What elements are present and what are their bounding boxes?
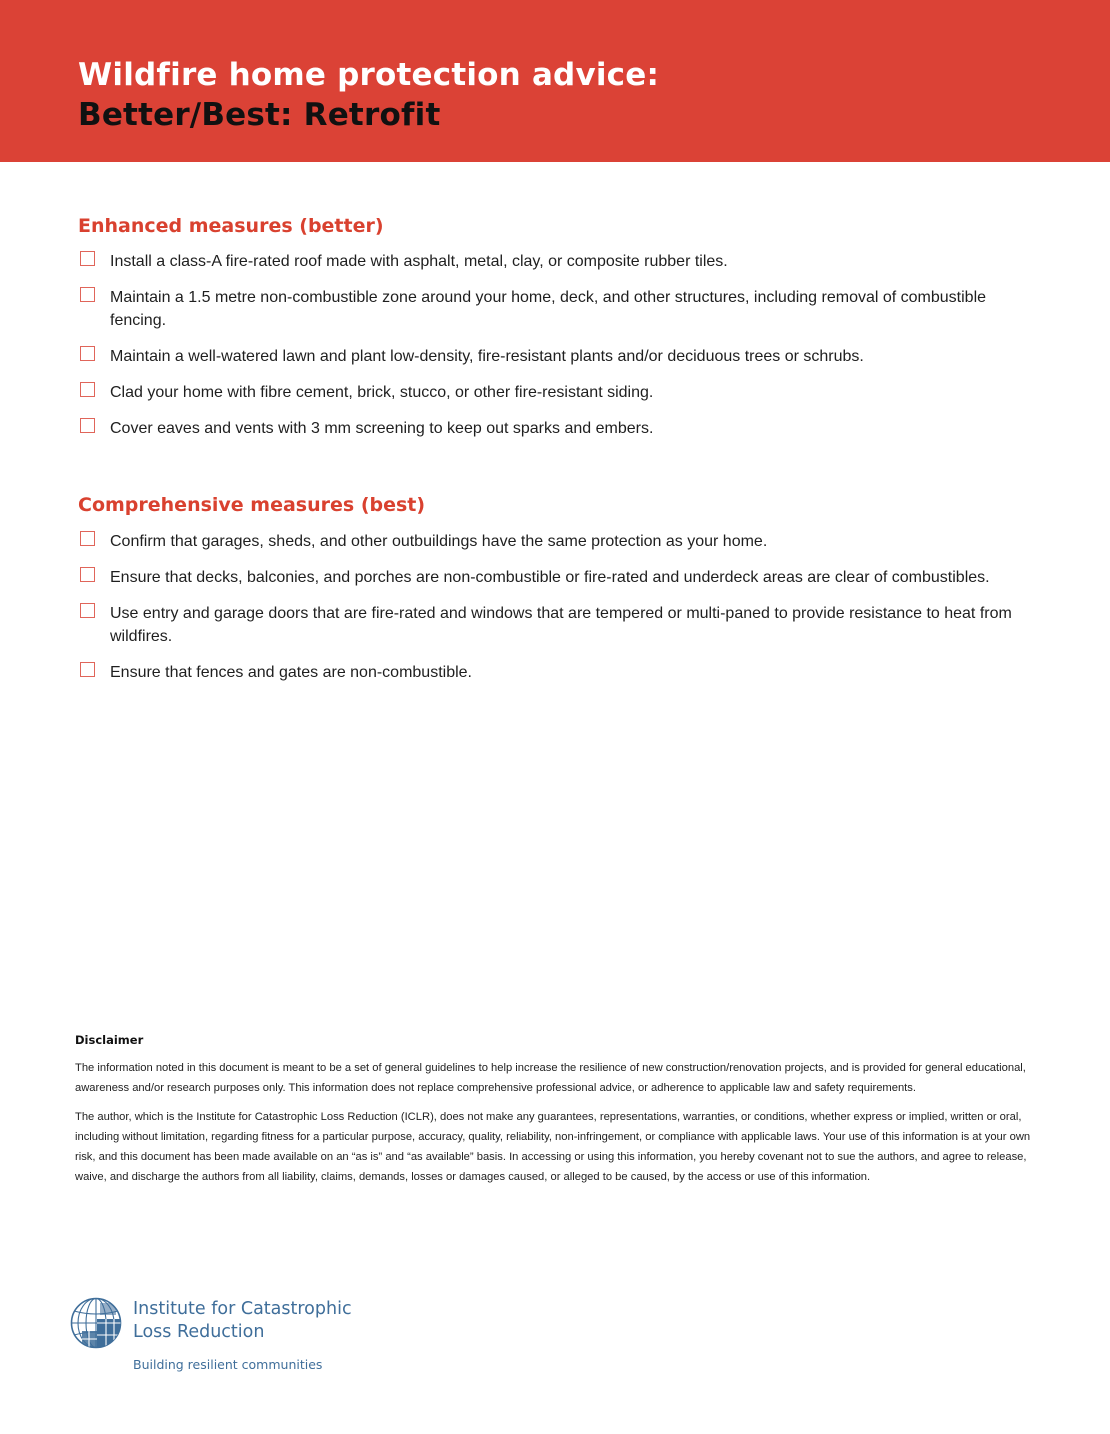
checklist-item-text: Install a class-A fire-rated roof made with asphalt, metal, clay, or composite rubber tiles. bbox=[110, 253, 728, 270]
checkbox[interactable] bbox=[80, 287, 95, 302]
iclr-logo bbox=[70, 1295, 390, 1375]
disclaimer-section bbox=[75, 1032, 1035, 1196]
enhanced-heading: Enhanced measures (better) bbox=[78, 215, 384, 237]
globe-icon bbox=[70, 1297, 122, 1349]
checklist-item bbox=[78, 381, 1038, 404]
disclaimer-heading: Disclaimer bbox=[75, 1033, 144, 1047]
checklist-item-text: Clad your home with fibre cement, brick, stucco, or other fire-resistant siding. bbox=[110, 384, 654, 401]
page-title: Wildfire home protection advice: bbox=[78, 57, 660, 93]
checkbox[interactable] bbox=[80, 531, 95, 546]
checkbox[interactable] bbox=[80, 251, 95, 266]
checkbox[interactable] bbox=[80, 662, 95, 677]
logo-name-line1: Institute for Catastrophic bbox=[133, 1299, 352, 1319]
checklist-item-text: Use entry and garage doors that are fire-rated and windows that are tempered or multi-paned to provide resistance to heat from wildfires. bbox=[110, 605, 1012, 645]
checklist-item bbox=[78, 602, 1038, 648]
checklist-item bbox=[78, 286, 1038, 332]
enhanced-section bbox=[78, 213, 1038, 453]
checklist-item bbox=[78, 566, 1038, 589]
checklist-item-text: Confirm that garages, sheds, and other outbuildings have the same protection as your home. bbox=[110, 533, 768, 550]
checklist-item-text: Ensure that fences and gates are non-combustible. bbox=[110, 664, 472, 681]
checklist-item bbox=[78, 530, 1038, 553]
disclaimer-paragraph: The information noted in this document is meant to be a set of general guidelines to help increase the resilience of new construction/renovation projects, and is provided for general educational, awareness and/or research purposes only. This information does not replace comprehensive professional advice, or adherence to applicable law and safety requirements. bbox=[75, 1062, 1026, 1094]
comprehensive-section bbox=[78, 492, 1038, 697]
page-subtitle: Better/Best: Retrofit bbox=[78, 97, 441, 133]
checkbox[interactable] bbox=[80, 418, 95, 433]
checkbox[interactable] bbox=[80, 346, 95, 361]
checklist-item-text: Maintain a 1.5 metre non-combustible zone around your home, deck, and other structures, including removal of combustible fencing. bbox=[110, 289, 987, 329]
checkbox[interactable] bbox=[80, 567, 95, 582]
header-banner bbox=[0, 0, 1110, 162]
checklist-item-text: Ensure that decks, balconies, and porches are non-combustible or fire-rated and underdeck areas are clear of combustibles. bbox=[110, 569, 990, 586]
disclaimer-paragraph: The author, which is the Institute for Catastrophic Loss Reduction (ICLR), does not make any guarantees, representations, warranties, or conditions, whether express or implied, written or oral, including without limitation, regarding fitness for a particular purpose, accuracy, quality, reliability, non-infringement, or compliance with applicable laws. Your use of this information is at your own risk, and this document has been made available on an “as is” and “as available” basis. In accessing or using this information, you hereby covenant not to sue the authors, and agree to release, waive, and discharge the authors from all liability, claims, demands, losses or damages caused, or alleged to be caused, by the access or use of this information. bbox=[75, 1111, 1031, 1183]
logo-tagline: Building resilient communities bbox=[133, 1357, 323, 1372]
checklist-item bbox=[78, 345, 1038, 368]
logo-name-line2: Loss Reduction bbox=[133, 1322, 265, 1342]
checkbox[interactable] bbox=[80, 382, 95, 397]
checklist-item bbox=[78, 417, 1038, 440]
logo-organization-name bbox=[133, 1298, 352, 1344]
checkbox[interactable] bbox=[80, 603, 95, 618]
checklist-item bbox=[78, 661, 1038, 684]
comprehensive-checklist bbox=[78, 530, 1038, 684]
comprehensive-heading: Comprehensive measures (best) bbox=[78, 494, 426, 516]
checklist-item-text: Cover eaves and vents with 3 mm screening to keep out sparks and embers. bbox=[110, 420, 654, 437]
checklist-item-text: Maintain a well-watered lawn and plant low-density, fire-resistant plants and/or deciduous trees or schrubs. bbox=[110, 348, 864, 365]
enhanced-checklist bbox=[78, 250, 1038, 440]
checklist-item bbox=[78, 250, 1038, 273]
